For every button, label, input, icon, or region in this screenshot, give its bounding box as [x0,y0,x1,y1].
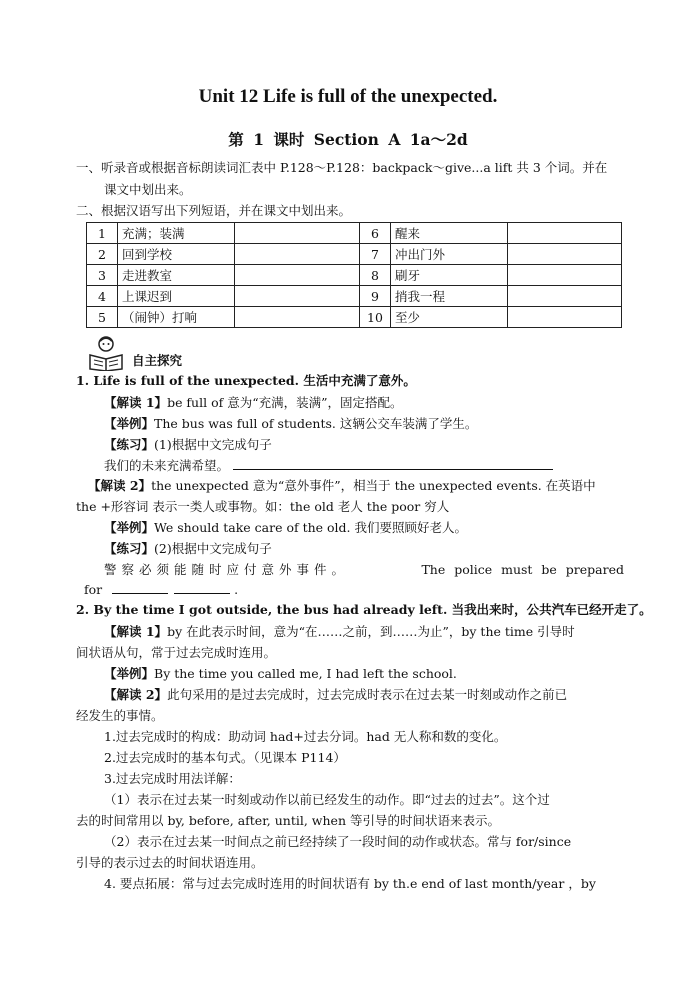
item-2-point-3-1b: 去的时间常用以 by, before, after, until, when 等引导的时间状语来表示。 [76,813,500,828]
practice-tag: 【练习】 [104,541,155,556]
table-row [87,286,622,307]
row-number: 3 [87,265,118,286]
item-2-point-2: 2.过去完成时的基本句式。（见课本 P114） [104,750,346,765]
item-2-point-3-1a: （1）表示在过去某一时刻或动作以前已经发生的动作。即“过去的过去”。这个过 [104,792,550,807]
practice-en: The police must be prepared [421,562,624,577]
explain-text: by 在此表示时间，意为“在……之前，到……为止”，by the time 引导时 [167,624,575,639]
practice-for: for [84,582,103,597]
table-row [87,307,622,328]
phrase-cn: 刷牙 [391,265,508,286]
item-2-point-3-2b: 引导的表示过去的时间状语连用。 [76,855,264,870]
answer-cell[interactable] [508,265,622,286]
explain-text: 此句采用的是过去完成时，过去完成时表示在过去某一时刻或动作之前已 [167,687,568,702]
item-2-explain-2b: 经发生的事情。 [76,708,164,723]
item-1-explain-2a [88,476,636,496]
practice-text: (1)根据中文完成句子 [154,437,272,452]
item-2-point-3-2a: （2）表示在过去某一时间点之前已经持续了一段时间的动作或状态。常与 for/since [104,834,572,849]
practice-cn: 警察必须能随时应付意外事件。 [104,562,350,577]
item-1-practice-2 [104,539,624,559]
phrase-cn: 上课迟到 [118,286,235,307]
answer-blank[interactable] [112,581,168,594]
task-1-line-2: 课文中划出来。 [104,182,192,197]
row-number: 1 [87,223,118,244]
practice-end: . [234,582,239,597]
item-1-practice-1-sentence [104,456,624,476]
answer-blank[interactable] [174,581,230,594]
answer-cell[interactable] [235,286,360,307]
explain-tag: 【解读 1】 [104,624,168,639]
item-1-example-1 [104,414,624,434]
section-heading: 自主探究 [132,353,183,368]
phrase-cn: 充满；装满 [118,223,235,244]
phrase-cn: （闹钟）打响 [118,307,235,328]
item-2-example [104,664,624,684]
phrase-cn: 醒来 [391,223,508,244]
explain-tag: 【解读 1】 [104,395,168,410]
example-tag: 【举例】 [104,666,155,681]
answer-cell[interactable] [508,307,622,328]
lesson-subtitle: 第 1 课时 Section A 1a～2d [228,130,468,149]
item-1-practice-1 [104,435,624,455]
explain-tag: 【解读 2】 [88,478,152,493]
table-row [87,244,622,265]
item-2-explain-1b: 间状语从句，常于过去完成时连用。 [76,645,277,660]
example-tag: 【举例】 [104,416,155,431]
item-1-practice-2-continuation [84,580,632,600]
phrase-cn: 回到学校 [118,244,235,265]
example-text: By the time you called me, I had left the school. [154,666,457,681]
practice-text: (2)根据中文完成句子 [154,541,272,556]
phrase-cn: 走进教室 [118,265,235,286]
item-2-explain-1a [104,622,624,642]
answer-cell[interactable] [235,244,360,265]
item-2-point-1: 1.过去完成时的构成：助动词 had+过去分词。had 无人称和数的变化。 [104,729,507,744]
answer-cell[interactable] [508,223,622,244]
practice-tag: 【练习】 [104,437,155,452]
phrase-cn: 冲出门外 [391,244,508,265]
table-row [87,223,622,244]
item-1-practice-2-sentence [104,560,624,580]
explain-tag: 【解读 2】 [104,687,168,702]
task-2-instruction: 二、根据汉语写出下列短语，并在课文中划出来。 [76,203,352,218]
page-title: Unit 12 Life is full of the unexpected. [198,86,498,107]
answer-blank[interactable] [233,457,553,470]
item-1-explain-1 [104,393,624,413]
row-number: 5 [87,307,118,328]
example-text: We should take care of the old. 我们要照顾好老人。 [154,520,467,535]
reading-student-icon [86,335,126,371]
example-text: The bus was full of students. 这辆公交车装满了学生。 [154,416,478,431]
answer-cell[interactable] [235,223,360,244]
row-number: 2 [87,244,118,265]
item-2-heading: 2. By the time I got outside, the bus had already left. 当我出来时，公共汽车已经开走了。 [76,602,652,617]
row-number: 7 [360,244,391,265]
phrase-cn: 至少 [391,307,508,328]
explain-text: be full of 意为“充满，装满”，固定搭配。 [167,395,403,410]
item-1-explain-2b: the +形容词 表示一类人或事物。如：the old 老人 the poor 穷人 [76,499,450,514]
item-1-example-2 [104,518,624,538]
row-number: 8 [360,265,391,286]
phrase-cn: 捎我一程 [391,286,508,307]
answer-cell[interactable] [508,244,622,265]
row-number: 6 [360,223,391,244]
item-2-point-3: 3.过去完成时用法详解： [104,771,241,786]
vocab-table [86,222,622,328]
task-1-line-1: 一、听录音或根据音标朗读词汇表中 P.128～P.128：backpack～give...a lift 共 3 个词。并在 [76,160,608,175]
practice-cn: 我们的未来充满希望。 [104,458,230,473]
item-2-explain-2a [104,685,624,705]
table-row [87,265,622,286]
row-number: 9 [360,286,391,307]
answer-cell[interactable] [235,265,360,286]
answer-cell[interactable] [235,307,360,328]
item-2-point-4: 4. 要点拓展：常与过去完成时连用的时间状语有 by th.e end of last month/year ，by [104,876,596,891]
explain-text: the unexpected 意为“意外事件”，相当于 the unexpected events. 在英语中 [151,478,596,493]
item-1-heading: 1. Life is full of the unexpected. 生活中充满了意外。 [76,373,416,388]
answer-cell[interactable] [508,286,622,307]
row-number: 10 [360,307,391,328]
example-tag: 【举例】 [104,520,155,535]
row-number: 4 [87,286,118,307]
